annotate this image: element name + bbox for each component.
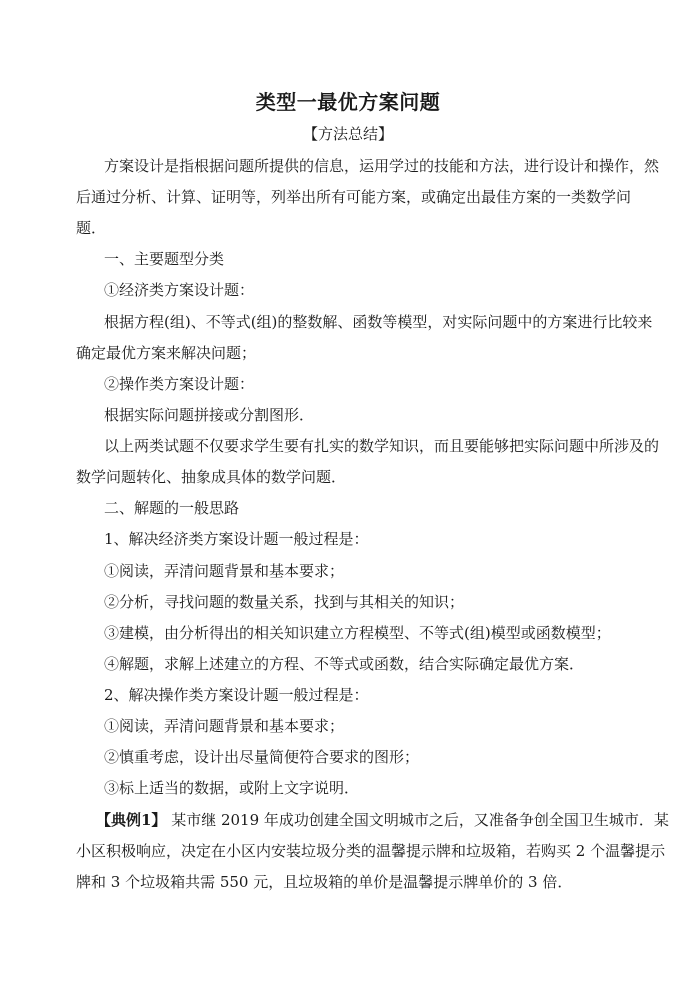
op-step-1: ①阅读，弄清问题背景和基本要求； — [104, 717, 345, 735]
type-2-body: 根据实际问题拼接或分割图形． — [104, 406, 315, 424]
section-2-heading: 二、解题的一般思路 — [104, 499, 240, 517]
intro-line-3: 题． — [76, 219, 107, 237]
econ-step-1: ①阅读，弄清问题背景和基本要求； — [104, 562, 345, 580]
summary-line-1: 以上两类试题不仅要求学生要有扎实的数学知识，而且要能够把实际问题中所涉及的 — [104, 437, 660, 455]
intro-line-2: 后通过分析、计算、证明等，列举出所有可能方案，或确定出最佳方案的一类数学问 — [76, 188, 632, 206]
summary-line-2: 数学问题转化、抽象成具体的数学问题． — [76, 468, 347, 486]
section-1-heading: 一、主要题型分类 — [104, 250, 225, 268]
op-step-3: ③标上适当的数据，或附上文字说明． — [104, 779, 360, 797]
type-2-heading: ②操作类方案设计题： — [104, 375, 255, 393]
type-1-body-line-2: 确定最优方案来解决问题； — [76, 344, 257, 362]
intro-line-1: 方案设计是指根据问题所提供的信息，运用学过的技能和方法，进行设计和操作，然 — [104, 157, 660, 175]
econ-step-2: ②分析，寻找问题的数量关系，找到与其相关的知识； — [104, 593, 465, 611]
example-1-label: 【典例1】 — [96, 811, 167, 829]
op-process-heading: 2、解决操作类方案设计题一般过程是： — [104, 686, 369, 704]
op-step-2: ②慎重考虑，设计出尽量简便符合要求的图形； — [104, 748, 420, 766]
type-1-heading: ①经济类方案设计题： — [104, 281, 255, 299]
method-summary-heading: 【方法总结】 — [302, 125, 393, 143]
type-1-body-line-1: 根据方程(组)、不等式(组)的整数解、函数等模型，对实际问题中的方案进行比较来 — [104, 313, 653, 331]
example-1-line-2: 小区积极响应，决定在小区内安装垃圾分类的温馨提示牌和垃圾箱，若购买 2 个温馨提示 — [76, 842, 666, 860]
page-title: 类型一最优方案问题 — [255, 90, 441, 114]
example-1-line-1 — [96, 810, 669, 830]
example-1-line-3: 牌和 3 个垃圾箱共需 550 元，且垃圾箱的单价是温馨提示牌单价的 3 倍． — [76, 873, 573, 891]
econ-process-heading: 1、解决经济类方案设计题一般过程是： — [104, 530, 369, 548]
example-1-text-1: 某市继 2019 年成功创建全国文明城市之后，又准备争创全国卫生城市．某 — [166, 811, 669, 829]
econ-step-3: ③建模，由分析得出的相关知识建立方程模型、不等式(组)模型或函数模型； — [104, 624, 611, 642]
econ-step-4: ④解题，求解上述建立的方程、不等式或函数，结合实际确定最优方案． — [104, 655, 585, 673]
